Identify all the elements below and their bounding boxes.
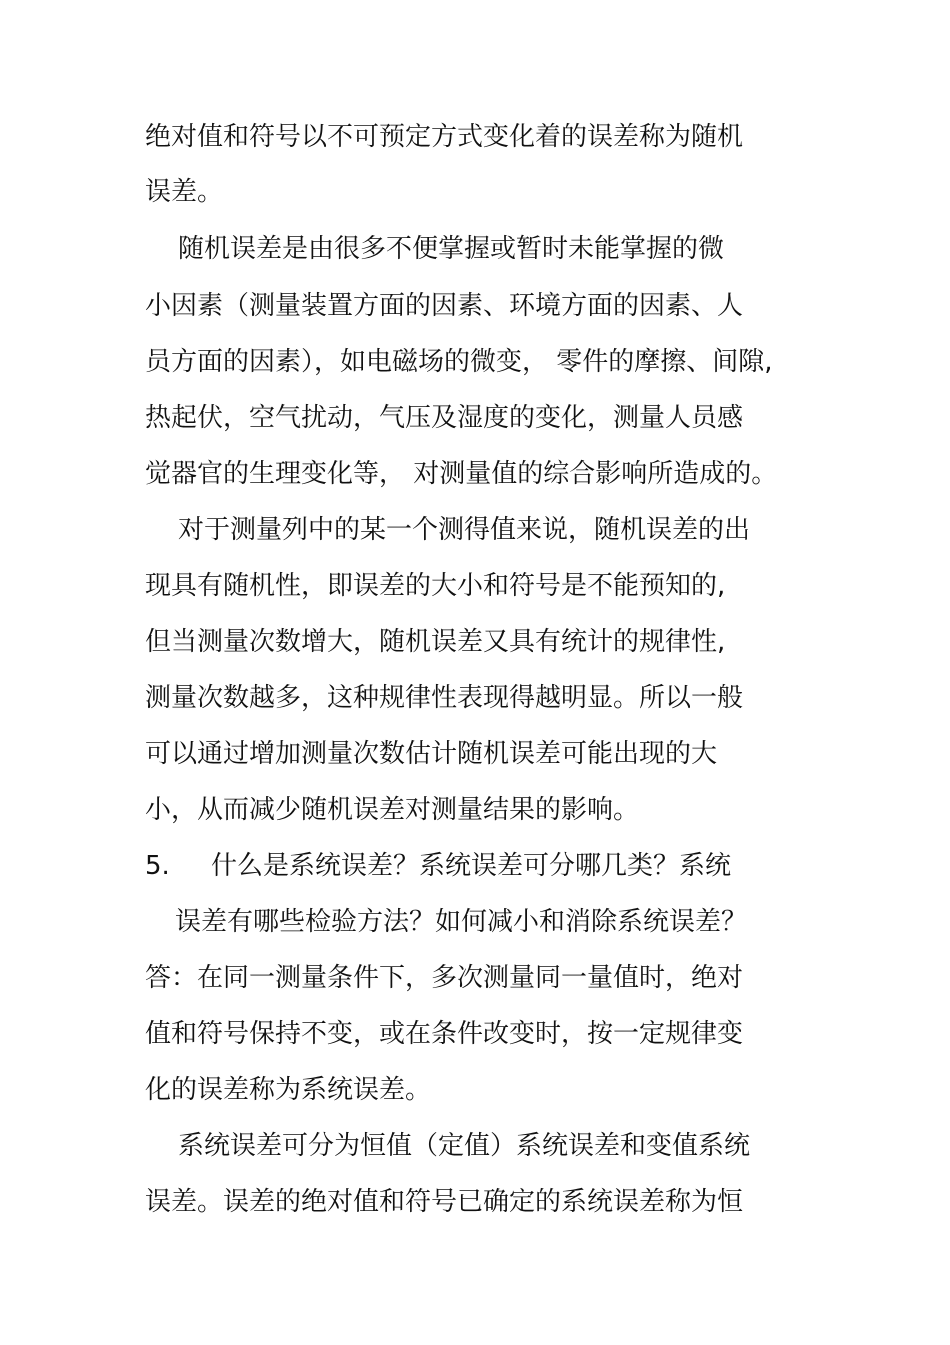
text-line: 觉器官的生理变化等， 对测量值的综合影响所造成的。 [145, 459, 778, 489]
answer-line: 误差。误差的绝对值和符号已确定的系统误差称为恒 [145, 1187, 744, 1217]
text-line: 绝对值和符号以不可预定方式变化着的误差称为随机 [145, 122, 744, 152]
text-line: 员方面的因素），如电磁场的微变， 零件的摩擦、间隙, [145, 347, 773, 377]
answer-line: 值和符号保持不变，或在条件改变时，按一定规律变 [145, 1019, 744, 1049]
paragraph-first-line: 随机误差是由很多不便掌握或暂时未能掌握的微 [178, 234, 725, 264]
question-text: 误差有哪些检验方法？如何减小和消除系统误差？ [175, 907, 748, 937]
paragraph-first-line: 系统误差可分为恒值（定值）系统误差和变值系统 [178, 1131, 751, 1161]
question-text: 什么是系统误差？系统误差可分哪几类？系统 [211, 851, 732, 881]
text-line: 小因素（测量装置方面的因素、环境方面的因素、人 [145, 291, 744, 321]
text-line: 现具有随机性，即误差的大小和符号是不能预知的, [145, 571, 726, 601]
answer-line: 答：在同一测量条件下，多次测量同一量值时，绝对 [145, 963, 744, 993]
text-line: 但当测量次数增大，随机误差又具有统计的规律性, [145, 627, 726, 657]
paragraph-first-line: 对于测量列中的某一个测得值来说，随机误差的出 [178, 515, 751, 545]
text-line: 误差。 [145, 177, 224, 207]
answer-line: 化的误差称为系统误差。 [145, 1075, 432, 1105]
text-line: 测量次数越多，这种规律性表现得越明显。所以一般 [145, 683, 744, 713]
text-line: 热起伏，空气扰动，气压及湿度的变化，测量人员感 [145, 403, 744, 433]
question-number: 5. [145, 851, 170, 881]
text-line: 可以通过增加测量次数估计随机误差可能出现的大 [145, 739, 718, 769]
text-line: 小，从而减少随机误差对测量结果的影响。 [145, 795, 640, 825]
